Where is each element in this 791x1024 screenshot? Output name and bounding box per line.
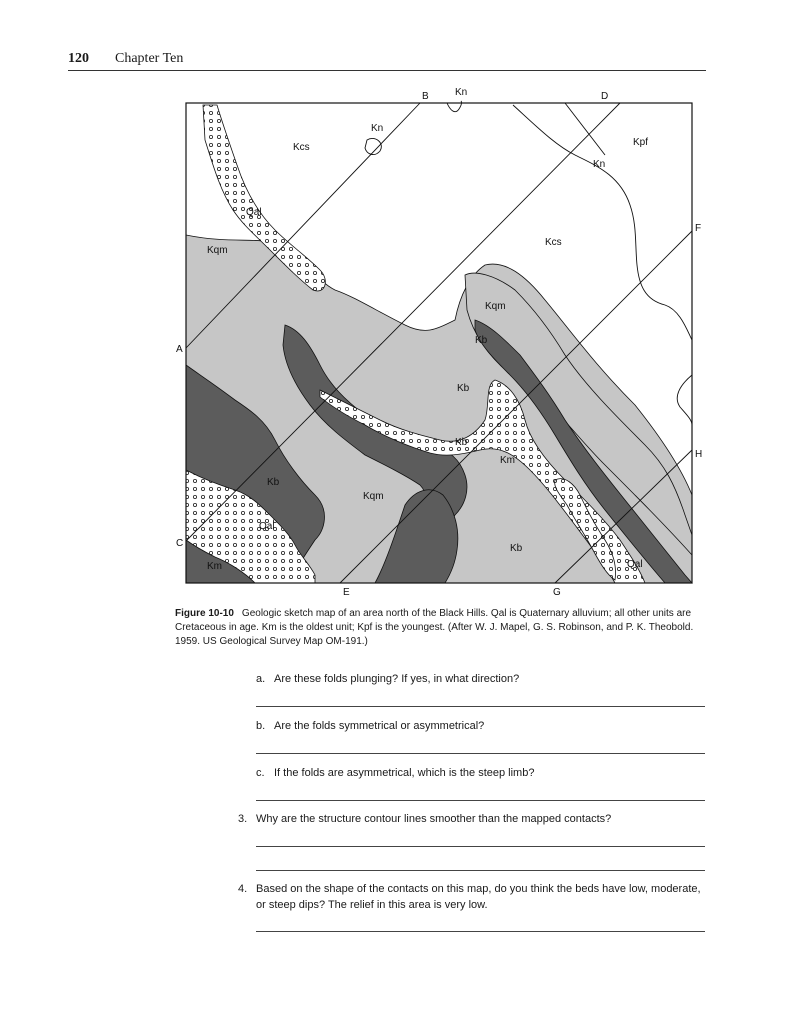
- figure-number: Figure 10-10: [175, 608, 234, 619]
- page-number: 120: [68, 51, 89, 66]
- unit-label-qal-southwest: Qal: [259, 521, 275, 532]
- label-a: A: [176, 344, 183, 355]
- question-3-label: 3.: [238, 813, 248, 825]
- label-b: B: [422, 91, 429, 102]
- unit-label-kqm-west: Kqm: [207, 245, 228, 256]
- unit-label-kqm-east: Kqm: [485, 301, 506, 312]
- unit-label-kcs-east: Kcs: [545, 237, 562, 248]
- unit-label-kb-2: Kb: [457, 383, 470, 394]
- answer-line-b[interactable]: [256, 753, 705, 754]
- answer-line-a[interactable]: [256, 706, 705, 707]
- unit-label-qal-southeast: Qal: [627, 559, 643, 570]
- label-h: H: [695, 449, 703, 460]
- unit-label-kb-5: Kb: [510, 543, 523, 554]
- page-header: [68, 50, 706, 71]
- question-b: [256, 718, 484, 734]
- answer-line-3b[interactable]: [256, 870, 705, 871]
- unit-label-kb-3: Kb: [455, 437, 468, 448]
- unit-label-kn-east: Kn: [593, 159, 606, 170]
- question-4-label: 4.: [238, 883, 248, 895]
- unit-label-kb-1: Kb: [475, 335, 488, 346]
- answer-line-3a[interactable]: [256, 846, 705, 847]
- question-3-text: Why are the structure contour lines smoother than the mapped contacts?: [256, 813, 612, 825]
- question-c: [256, 765, 534, 781]
- answer-line-c[interactable]: [256, 800, 705, 801]
- unit-label-kpf: Kpf: [633, 137, 649, 148]
- unit-label-kn-top: Kn: [455, 87, 468, 98]
- answer-line-4[interactable]: [256, 931, 705, 932]
- label-d: D: [601, 91, 609, 102]
- unit-label-km-south: Km: [207, 561, 222, 572]
- question-b-text: Are the folds symmetrical or asymmetrical?: [274, 720, 485, 732]
- question-c-label: c.: [256, 767, 265, 779]
- question-a-label: a.: [256, 673, 266, 685]
- figure-caption-text: Geologic sketch map of an area north of the Black Hills. Qal is Quaternary alluvium; all other units are Cretaceous in age. Km is the oldest unit; Kpf is the youngest. (After W. J. Mapel, G. S. Robinson, and P. K. Theobold. 1959. US Geological Survey Map OM-191.): [175, 608, 694, 647]
- unit-label-kcs-west: Kcs: [293, 142, 310, 153]
- geologic-map-figure: [175, 85, 705, 597]
- question-4-text: Based on the shape of the contacts on this map, do you think the beds have low, moderate, or steep dips? The relief in this area is very low.: [256, 883, 701, 911]
- unit-label-kqm-south: Kqm: [363, 491, 384, 502]
- question-a: [256, 671, 519, 687]
- geologic-map: [175, 85, 705, 597]
- question-4: [238, 881, 708, 913]
- label-g: G: [553, 587, 561, 597]
- question-c-text: If the folds are asymmetrical, which is the steep limb?: [274, 767, 535, 779]
- label-c: C: [176, 538, 184, 549]
- question-3: [238, 811, 611, 827]
- figure-caption: [175, 607, 705, 649]
- label-f: F: [695, 223, 702, 234]
- label-e: E: [343, 587, 350, 597]
- question-b-label: b.: [256, 720, 266, 732]
- question-a-text: Are these folds plunging? If yes, in what direction?: [274, 673, 520, 685]
- unit-label-qal-north: Qal: [246, 207, 262, 218]
- chapter-title: Chapter Ten: [115, 51, 184, 66]
- unit-label-kb-4: Kb: [267, 477, 280, 488]
- unit-label-kn-mid: Kn: [371, 123, 384, 134]
- unit-label-km-east: Km: [500, 455, 515, 466]
